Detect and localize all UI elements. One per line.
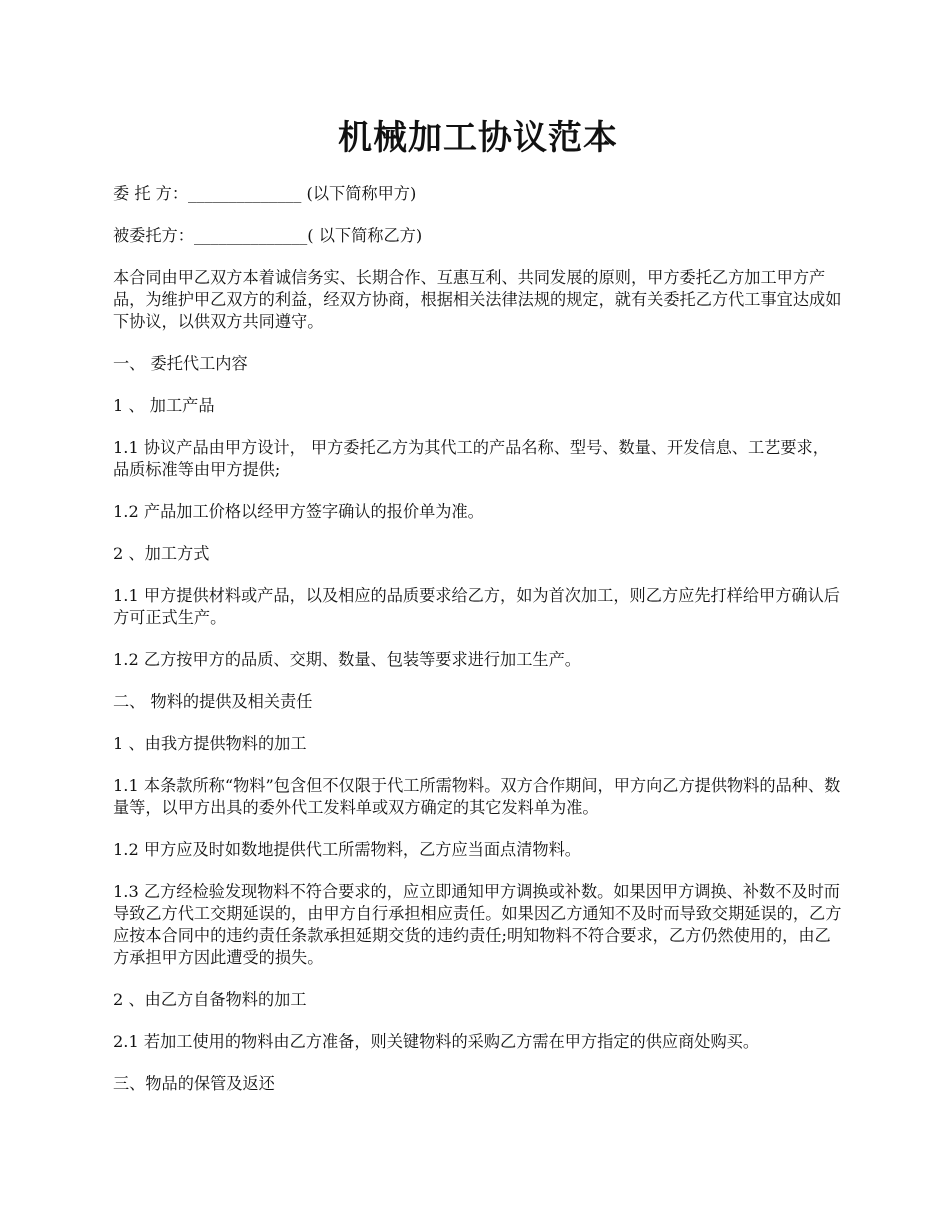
document-page (113, 0, 843, 1095)
clause-paragraph: 1.1 甲方提供材料或产品，以及相应的品质要求给乙方，如为首次加工，则乙方应先打样给甲方确认后方可正式生产。 (113, 586, 840, 627)
clause-paragraph: 1.1 协议产品由甲方设计， 甲方委托乙方为其代工的产品名称、型号、数量、开发信息、工艺要求，品质标准等由甲方提供; (113, 438, 829, 479)
clause-paragraph: 1.1 本条款所称“物料”包含但不仅限于代工所需物料。双方合作期间，甲方向乙方提供物料的品种、数量等，以甲方出具的委外代工发料单或双方确定的其它发料单为准。 (113, 776, 841, 817)
party-b-label: 被委托方： (113, 226, 194, 245)
preamble-paragraph: 本合同由甲乙双方本着诚信务实、长期合作、互惠互利、共同发展的原则，甲方委托乙方加工甲方产品，为维护甲乙双方的利益，经双方协商，根据相关法律法规的规定，就有关委托乙方代工事宜达成如下协议，以供双方共同遵守。 (113, 268, 842, 331)
subsection-heading: 2 、加工方式 (113, 544, 210, 563)
party-b-note: ( 以下简称乙方) (307, 226, 423, 245)
clause-paragraph: 2.1 若加工使用的物料由乙方准备，则关键物料的采购乙方需在甲方指定的供应商处购买。 (113, 1032, 760, 1051)
clause-paragraph: 1.2 乙方按甲方的品质、交期、数量、包装等要求进行加工生产。 (113, 650, 581, 669)
subsection-heading: 1 、 加工产品 (113, 396, 215, 415)
subsection-heading: 2 、由乙方自备物料的加工 (113, 990, 307, 1009)
clause-paragraph: 1.3 乙方经检验发现物料不符合要求的，应立即通知甲方调换或补数。如果因甲方调换、补数不及时而导致乙方代工交期延误的，由甲方自行承担相应责任。如果因乙方通知不及时而导致交期延误的，乙方应按本合同中的违约责任条款承担延期交货的违约责任;明知物料不符合要求，乙方仍然使用的，由乙方承担甲方因此遭受的损失。 (113, 882, 842, 967)
party-a-line (113, 183, 843, 205)
section-heading-2: 二、 物料的提供及相关责任 (113, 692, 313, 711)
clause-paragraph: 1.2 产品加工价格以经甲方签字确认的报价单为准。 (113, 502, 484, 521)
document-title: 机械加工协议范本 (338, 118, 618, 158)
clause-paragraph: 1.2 甲方应及时如数地提供代工所需物料，乙方应当面点清物料。 (113, 840, 581, 859)
party-a-label: 委 托 方： (113, 184, 189, 203)
section-heading-3: 三、物品的保管及返还 (113, 1074, 275, 1093)
party-b-line (113, 225, 843, 247)
party-a-note: (以下简称甲方) (301, 184, 417, 203)
party-b-blank: ______________ (193, 226, 308, 245)
party-a-blank: ______________ (188, 184, 302, 203)
section-heading-1: 一、 委托代工内容 (113, 354, 248, 373)
subsection-heading: 1 、由我方提供物料的加工 (113, 734, 307, 753)
